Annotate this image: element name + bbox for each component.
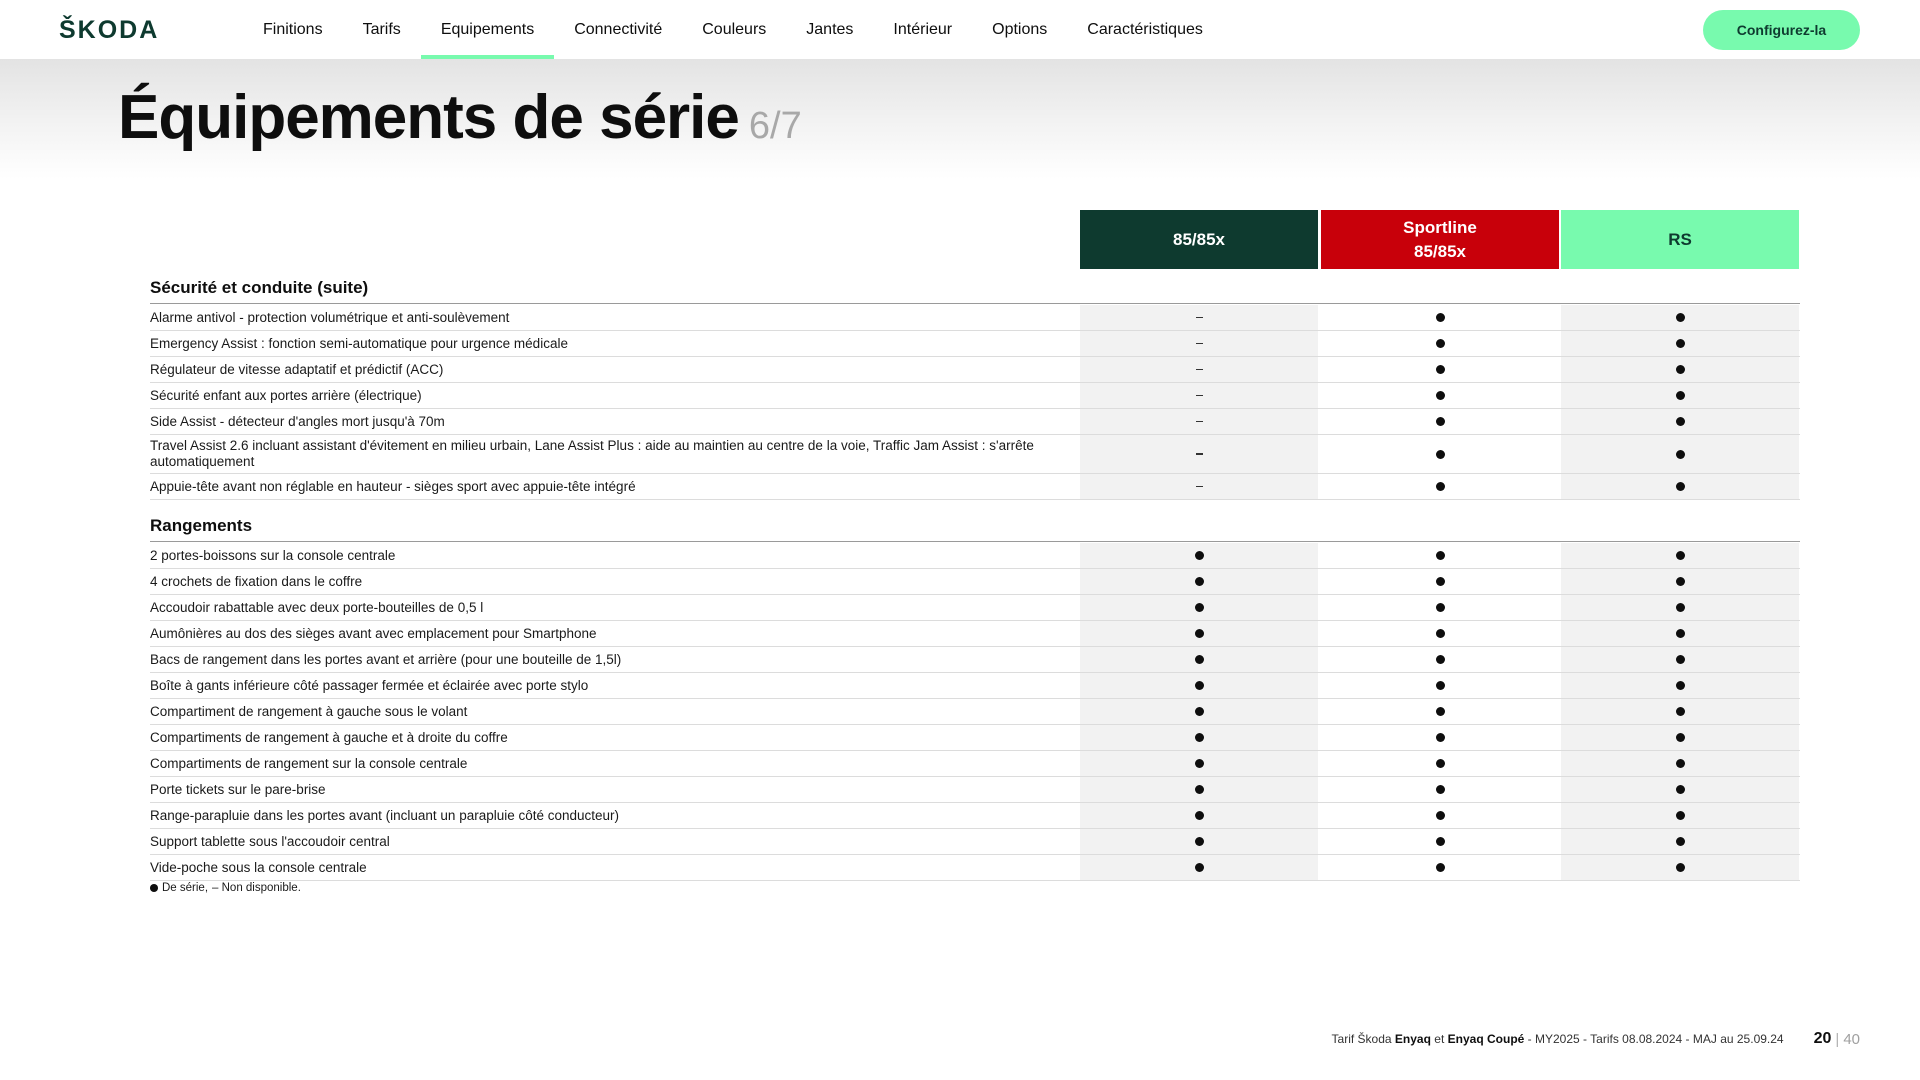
- row-label: 2 portes-boissons sur la console centrale: [150, 547, 396, 563]
- table-row: [150, 305, 1800, 331]
- value-cell: [1561, 305, 1799, 330]
- value-cell: [1080, 803, 1318, 828]
- value-cell: [1561, 435, 1799, 473]
- standard-dot-icon: [1195, 655, 1204, 664]
- row-label: Boîte à gants inférieure côté passager fermée et éclairée avec porte stylo: [150, 677, 589, 693]
- table-row: [150, 725, 1800, 751]
- value-cell: [1561, 829, 1799, 854]
- section-title-rangements: Rangements: [150, 514, 1800, 542]
- column-header-sportline: [1321, 210, 1559, 269]
- standard-dot-icon: [1436, 551, 1445, 560]
- row-label: Side Assist - détecteur d'angles mort jusqu'à 70m: [150, 413, 445, 429]
- table-row: [150, 543, 1800, 569]
- table-row: [150, 803, 1800, 829]
- value-cell: [1080, 595, 1318, 620]
- standard-dot-icon: [1436, 863, 1445, 872]
- standard-dot-icon: [1436, 759, 1445, 768]
- standard-dot-icon: [1676, 482, 1685, 491]
- value-cell: [1080, 409, 1318, 434]
- standard-dot-icon: [1436, 681, 1445, 690]
- standard-dot-icon: [1436, 811, 1445, 820]
- standard-dot-icon: [1676, 365, 1685, 374]
- value-cell: [1080, 474, 1318, 499]
- value-cell: [1321, 569, 1559, 594]
- value-cell: [1321, 829, 1559, 854]
- value-cell: [1561, 855, 1799, 880]
- row-label: Appuie-tête avant non réglable en hauteur - sièges sport avec appuie-tête intégré: [150, 478, 636, 494]
- standard-dot-icon: [1195, 863, 1204, 872]
- value-cell: [1080, 647, 1318, 672]
- not-available-dash-icon: [1196, 317, 1203, 319]
- value-cell: [1080, 569, 1318, 594]
- value-cell: [1561, 803, 1799, 828]
- not-available-dash-icon: [1196, 453, 1203, 455]
- row-label: Bacs de rangement dans les portes avant et arrière (pour une bouteille de 1,5l): [150, 651, 622, 667]
- value-cell: [1080, 725, 1318, 750]
- column-header-line: RS: [1668, 229, 1692, 249]
- standard-dot-icon: [1195, 837, 1204, 846]
- standard-dot-icon: [150, 884, 158, 892]
- table-row: [150, 673, 1800, 699]
- standard-dot-icon: [1436, 339, 1445, 348]
- footer-conj: et: [1434, 1032, 1445, 1046]
- standard-dot-icon: [1676, 733, 1685, 742]
- page-title-text: Équipements de série: [118, 83, 739, 152]
- legend-standard: De série,: [162, 882, 209, 894]
- value-cell: [1080, 305, 1318, 330]
- svg-text:ŠKODA: ŠKODA: [59, 16, 160, 44]
- standard-dot-icon: [1676, 629, 1685, 638]
- standard-dot-icon: [1436, 577, 1445, 586]
- value-cell: [1321, 409, 1559, 434]
- nav-finitions[interactable]: Finitions: [263, 21, 323, 38]
- nav-caracteristiques[interactable]: Caractéristiques: [1087, 21, 1203, 38]
- standard-dot-icon: [1676, 391, 1685, 400]
- nav-options[interactable]: Options: [992, 21, 1048, 38]
- standard-dot-icon: [1195, 811, 1204, 820]
- table-row: [150, 829, 1800, 855]
- column-header-line: Sportline: [1403, 217, 1477, 237]
- standard-dot-icon: [1676, 837, 1685, 846]
- legend: [150, 882, 301, 894]
- standard-dot-icon: [1436, 313, 1445, 322]
- standard-dot-icon: [1436, 629, 1445, 638]
- column-header-line: 85/85x: [1173, 229, 1225, 249]
- column-header-85: [1080, 210, 1318, 269]
- row-label: 4 crochets de fixation dans le coffre: [150, 573, 363, 589]
- standard-dot-icon: [1436, 707, 1445, 716]
- standard-dot-icon: [1676, 785, 1685, 794]
- footer-model-2: Enyaq Coupé: [1447, 1032, 1525, 1046]
- table-row: [150, 855, 1800, 881]
- value-cell: [1080, 621, 1318, 646]
- footer: [1332, 1030, 1860, 1048]
- nav-jantes[interactable]: Jantes: [806, 21, 854, 38]
- value-cell: [1321, 803, 1559, 828]
- standard-dot-icon: [1676, 681, 1685, 690]
- section-rows-securite: [150, 305, 1800, 500]
- not-available-dash-icon: [1196, 369, 1203, 371]
- row-label: Aumônières au dos des sièges avant avec emplacement pour Smartphone: [150, 625, 597, 641]
- table-row: [150, 569, 1800, 595]
- standard-dot-icon: [1676, 863, 1685, 872]
- row-label: Régulateur de vitesse adaptatif et prédictif (ACC): [150, 361, 444, 377]
- value-cell: [1561, 725, 1799, 750]
- standard-dot-icon: [1195, 603, 1204, 612]
- table-row: [150, 435, 1800, 474]
- row-label: Vide-poche sous la console centrale: [150, 859, 367, 875]
- value-cell: [1561, 699, 1799, 724]
- top-navigation-bar: [0, 0, 1920, 59]
- row-label: Support tablette sous l'accoudoir central: [150, 833, 390, 849]
- page-number-current: 20: [1813, 1030, 1832, 1047]
- standard-dot-icon: [1195, 785, 1204, 794]
- standard-dot-icon: [1195, 681, 1204, 690]
- page-number-separator: |: [1835, 1030, 1840, 1048]
- page-title: [118, 82, 802, 153]
- standard-dot-icon: [1195, 707, 1204, 716]
- page-section-counter: 6/7: [748, 105, 802, 147]
- configure-button[interactable]: Configurez-la: [1703, 10, 1860, 50]
- value-cell: [1080, 855, 1318, 880]
- table-row: [150, 647, 1800, 673]
- standard-dot-icon: [1676, 450, 1685, 459]
- table-row: [150, 474, 1800, 500]
- standard-dot-icon: [1676, 339, 1685, 348]
- standard-dot-icon: [1195, 759, 1204, 768]
- value-cell: [1561, 621, 1799, 646]
- value-cell: [1561, 357, 1799, 382]
- value-cell: [1321, 435, 1559, 473]
- section-rows-rangements: [150, 543, 1800, 881]
- not-available-dash-icon: [1196, 486, 1203, 488]
- value-cell: [1561, 751, 1799, 776]
- nav-tarifs[interactable]: Tarifs: [362, 21, 401, 38]
- value-cell: [1321, 305, 1559, 330]
- legend-not-available: – Non disponible.: [212, 882, 301, 894]
- not-available-dash-icon: [1196, 395, 1203, 397]
- value-cell: [1321, 357, 1559, 382]
- row-label: Alarme antivol - protection volumétrique et anti-soulèvement: [150, 309, 510, 325]
- standard-dot-icon: [1436, 655, 1445, 664]
- not-available-dash-icon: [1196, 343, 1203, 345]
- table-row: [150, 595, 1800, 621]
- value-cell: [1561, 777, 1799, 802]
- main-nav: [243, 0, 1223, 59]
- value-cell: [1321, 543, 1559, 568]
- row-label: Sécurité enfant aux portes arrière (électrique): [150, 387, 422, 403]
- row-label: Porte tickets sur le pare-brise: [150, 781, 326, 797]
- table-row: [150, 331, 1800, 357]
- value-cell: [1561, 647, 1799, 672]
- value-cell: [1321, 621, 1559, 646]
- table-row: [150, 357, 1800, 383]
- value-cell: [1561, 409, 1799, 434]
- row-label: Range-parapluie dans les portes avant (incluant un parapluie côté conducteur): [150, 807, 620, 823]
- not-available-dash-icon: [1196, 421, 1203, 423]
- value-cell: [1321, 474, 1559, 499]
- value-cell: [1080, 331, 1318, 356]
- standard-dot-icon: [1195, 577, 1204, 586]
- value-cell: [1080, 435, 1318, 473]
- value-cell: [1561, 383, 1799, 408]
- value-cell: [1080, 751, 1318, 776]
- table-row: [150, 409, 1800, 435]
- skoda-logo[interactable]: [59, 14, 184, 44]
- standard-dot-icon: [1676, 811, 1685, 820]
- value-cell: [1561, 474, 1799, 499]
- section-title-securite: Sécurité et conduite (suite): [150, 276, 1800, 304]
- table-row: [150, 621, 1800, 647]
- footer-model-1: Enyaq: [1394, 1032, 1431, 1046]
- standard-dot-icon: [1195, 733, 1204, 742]
- value-cell: [1561, 543, 1799, 568]
- value-cell: [1321, 751, 1559, 776]
- value-cell: [1080, 543, 1318, 568]
- standard-dot-icon: [1436, 417, 1445, 426]
- standard-dot-icon: [1436, 785, 1445, 794]
- standard-dot-icon: [1676, 759, 1685, 768]
- value-cell: [1561, 569, 1799, 594]
- standard-dot-icon: [1676, 655, 1685, 664]
- value-cell: [1080, 357, 1318, 382]
- value-cell: [1080, 829, 1318, 854]
- standard-dot-icon: [1436, 365, 1445, 374]
- standard-dot-icon: [1676, 603, 1685, 612]
- footer-pre: Tarif Škoda: [1331, 1032, 1392, 1046]
- standard-dot-icon: [1436, 603, 1445, 612]
- footer-post: - MY2025 - Tarifs 08.08.2024 - MAJ au 25.09.24: [1527, 1032, 1784, 1046]
- value-cell: [1321, 673, 1559, 698]
- value-cell: [1080, 383, 1318, 408]
- row-label: Compartiments de rangement à gauche et à droite du coffre: [150, 729, 508, 745]
- value-cell: [1080, 699, 1318, 724]
- value-cell: [1321, 331, 1559, 356]
- value-cell: [1321, 777, 1559, 802]
- column-header-rs: [1561, 210, 1799, 269]
- table-row: [150, 777, 1800, 803]
- row-label: Accoudoir rabattable avec deux porte-bouteilles de 0,5 l: [150, 599, 484, 615]
- page-number-total: 40: [1843, 1030, 1860, 1048]
- nav-couleurs[interactable]: Couleurs: [702, 21, 767, 38]
- row-label: Travel Assist 2.6 incluant assistant d'évitement en milieu urbain, Lane Assist Plus : aide au maintien au centre de la voie, Traffic Jam Assist : s'arrête automatiquement: [150, 438, 1034, 469]
- value-cell: [1561, 331, 1799, 356]
- row-label: Emergency Assist : fonction semi-automatique pour urgence médicale: [150, 335, 568, 351]
- table-row: [150, 699, 1800, 725]
- standard-dot-icon: [1436, 482, 1445, 491]
- standard-dot-icon: [1436, 733, 1445, 742]
- value-cell: [1080, 673, 1318, 698]
- skoda-logo-mark: [59, 14, 184, 44]
- nav-interieur[interactable]: Intérieur: [893, 21, 953, 38]
- nav-equipements[interactable]: Equipements: [421, 0, 554, 59]
- value-cell: [1321, 699, 1559, 724]
- row-label: Compartiments de rangement sur la console centrale: [150, 755, 468, 771]
- row-label: Compartiment de rangement à gauche sous le volant: [150, 703, 468, 719]
- value-cell: [1561, 673, 1799, 698]
- value-cell: [1561, 595, 1799, 620]
- standard-dot-icon: [1436, 837, 1445, 846]
- standard-dot-icon: [1676, 313, 1685, 322]
- standard-dot-icon: [1195, 551, 1204, 560]
- standard-dot-icon: [1436, 450, 1445, 459]
- standard-dot-icon: [1676, 417, 1685, 426]
- table-row: [150, 751, 1800, 777]
- standard-dot-icon: [1676, 577, 1685, 586]
- value-cell: [1080, 777, 1318, 802]
- standard-dot-icon: [1436, 391, 1445, 400]
- standard-dot-icon: [1195, 629, 1204, 638]
- column-header-line: 85/85x: [1413, 241, 1466, 261]
- value-cell: [1321, 383, 1559, 408]
- standard-dot-icon: [1676, 551, 1685, 560]
- nav-connectivite[interactable]: Connectivité: [574, 21, 663, 38]
- standard-dot-icon: [1676, 707, 1685, 716]
- table-row: [150, 383, 1800, 409]
- value-cell: [1321, 725, 1559, 750]
- value-cell: [1321, 647, 1559, 672]
- value-cell: [1321, 855, 1559, 880]
- value-cell: [1321, 595, 1559, 620]
